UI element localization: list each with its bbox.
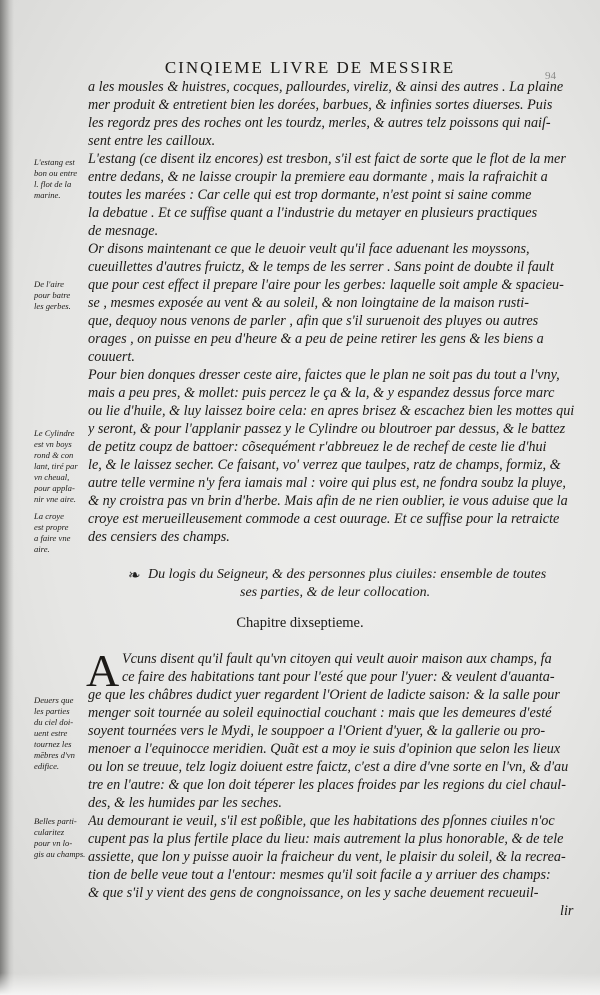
margin-note-line: Belles parti- [34, 816, 77, 826]
margin-note-line: edifice. [34, 761, 60, 771]
text-line: entre dedans, & ne laisse croupir la premiere eau dormante , mais la rafraichit a [88, 169, 548, 185]
margin-note-line: est propre [34, 522, 69, 532]
margin-note-line: uent estre [34, 728, 68, 738]
text-line: autre telle vermine n'y fera iamais mal : voire qui plus est, ne fondra soubz la pluye, [88, 475, 566, 491]
text-line: ce faire des habitations tant pour l'esté que pour l'yuer: & veulent d'auanta- [122, 669, 555, 685]
text-line: Pour bien donques dresser ceste aire, faictes que le plan ne soit pas du tout a l'vny, [88, 367, 560, 383]
margin-note-line: Deuers que [34, 695, 74, 705]
text-line: L'estang (ce disent ilz encores) est tresbon, s'il est faict de sorte que le flot de la mer [88, 151, 566, 167]
text-line: menoer a l'equinocce meridien. Quãt est a moy ie suis d'opinion que selon les lieux [88, 741, 561, 757]
chapter-heading: Chapitre dixseptieme. [236, 615, 364, 631]
margin-note-line: l. flot de la [34, 179, 72, 189]
text-line: a les mousles & huistres, cocques, pallourdes, vireliz, & ainsi des autres . La plaine [88, 79, 564, 95]
text-line: se , mesmes exposée au vent & au soleil, & non loingtaine de la maison rusti- [88, 295, 529, 311]
margin-note-line: aire. [34, 544, 50, 554]
section-heading-line-2: ses parties, & de leur collocation. [240, 585, 431, 600]
text-line: des censiers des champs. [88, 529, 230, 545]
text-line: Vcuns disent qu'il fault qu'vn citoyen qui veult auoir maison aux champs, fa [122, 651, 552, 667]
text-line: Or disons maintenant ce que le deuoir veult qu'il face aduenant les moyssons, [88, 241, 530, 257]
margin-note-line: vn cheual, [34, 472, 70, 482]
text-line: soyent tournées vers le Mydi, le souppoer a l'Orient d'yuer, & la gallerie ou pro- [88, 723, 546, 739]
margin-note-line: les gerbes. [34, 301, 71, 311]
margin-note-line: est vn boys [34, 439, 72, 449]
text-line: orages , on puisse en peu d'heure & a peu de peine retirer les gens & les biens a [88, 331, 544, 347]
text-line: toutes les marées : Car celle qui est trop dormante, n'est point si saine comme [88, 187, 532, 203]
text-line: de petitz coupz de battoer: cõsequément r'abbreuez le de rechef de ceste lie d'hui [88, 439, 547, 455]
text-line: les regordz pres des roches ont les tourdz, merles, & autres telz poissons qui naiſ- [88, 115, 551, 131]
text-line: ou lie d'huile, & luy laissez boire cela: en apres brisez & escachez bien les mottes qui [88, 403, 575, 419]
text-line: menger soit tournée au soleil equinoctial couchant : mais que les demeures d'esté [88, 705, 552, 721]
margin-note-line: gis au champs. [34, 849, 86, 859]
margin-note-line: a faire vne [34, 533, 71, 543]
margin-note-line: du ciel doi- [34, 717, 74, 727]
page-gutter-shadow [0, 0, 14, 995]
fleuron-ornament-icon: ❧ [128, 566, 141, 584]
text-line: & ny croistra pas vn brin d'herbe. Mais afin de ne rien oublier, ie vous aduise que la [88, 493, 568, 509]
text-line: couuert. [88, 349, 135, 365]
margin-note-line: pour vn lo- [34, 838, 73, 848]
margin-note-line: pour appla- [34, 483, 75, 493]
text-line: que pour cest effect il prepare l'aire pour les gerbes: laquelle soit ample & spacieu- [88, 277, 564, 293]
text-line: que, dequoy nous venons de parler , afin que s'il suruenoit des pluyes ou autres [88, 313, 539, 329]
text-line: Au demourant ie veuil, s'il est poßible, que les habitations des pſonnes ciuiles n'oc [88, 813, 555, 829]
margin-note-line: lant, tiré par [34, 461, 78, 471]
text-line: cueuillettes d'autres fruictz, & le temps de les serrer . Sans point de doubte il fault [88, 259, 554, 275]
running-head: CINQIEME LIVRE DE MESSIRE [164, 58, 456, 77]
text-line: y seront, & pour l'applanir passez y le Cylindre ou bloutroer par dessus, & le battez [88, 421, 566, 437]
margin-note-line: bon ou entre [34, 168, 78, 178]
margin-note-line: cularitez [34, 827, 65, 837]
margin-note-line: pour batre [34, 290, 71, 300]
margin-note-line: Le Cylindre [34, 428, 75, 438]
text-line: de mesnage. [88, 223, 159, 239]
text-line: croye est merueilleusement commode a cest ouurage. Et ce suffise pour la retraicte [88, 511, 560, 527]
margin-note-line: rond & con [34, 450, 74, 460]
text-line: lir [560, 903, 574, 919]
text-line: des, & les humides par les seches. [88, 795, 282, 811]
section-heading-line-1: Du logis du Seigneur, & des personnes plus ciuiles: ensemble de toutes [148, 567, 547, 582]
folio-number: 94 [545, 70, 556, 82]
text-line: ge que les châbres dudict yuer regardent l'Orient de ladicte saison: & la salle pour [88, 687, 560, 703]
margin-note-line: les parties [34, 706, 70, 716]
text-line: assiette, que lon y puisse auoir la fraicheur du vent, le plaisir du soleil, & la recrea- [88, 849, 566, 865]
text-line: sent entre les cailloux. [88, 133, 216, 149]
text-line: tion de belle veue tout a l'entour: mesmes qu'il soit facile a y arriuer des champs: [88, 867, 551, 883]
margin-note-line: nir vne aire. [34, 494, 76, 504]
drop-cap: A [86, 645, 120, 696]
margin-note-line: marine. [34, 190, 61, 200]
text-line: ou lon se treuue, telz logiz doiuent estre faictz, c'est a dire d'vne sorte en l'vn, & d'au [88, 759, 569, 775]
text-line: tre en l'autre: & que lon doit téperer les places froides par les regions du ciel chaul- [88, 777, 566, 793]
margin-note-line: De l'aire [34, 279, 64, 289]
text-line: la debatue . Et ce suffise quant a l'industrie du metayer en plusieurs practiques [88, 205, 538, 221]
margin-note-line: tournez les [34, 739, 72, 749]
text-line: mer produit & entretient bien les dorées, barbues, & infinies sortes diuerses. Puis [88, 97, 553, 113]
text-line: le, & le laissez secher. Ce faisant, vo' verrez que taulpes, ratz de champs, formiz, & [88, 457, 561, 473]
page-bottom-edge [0, 973, 600, 995]
text-line: mais a peu pres, & mollet: puis percez le ça & la, & y espandez dessus force marc [88, 385, 555, 401]
margin-note-line: L'estang est [34, 157, 75, 167]
margin-note-line: La croye [34, 511, 64, 521]
text-line: & que s'il y vient des gens de congnoissance, on les y sache deuement recueuil- [88, 885, 539, 901]
text-line: cupent pas la plus fertile place du lieu: mais autrement la plus honorable, & de tele [88, 831, 564, 847]
margin-note-line: mēbres d'vn [34, 750, 75, 760]
